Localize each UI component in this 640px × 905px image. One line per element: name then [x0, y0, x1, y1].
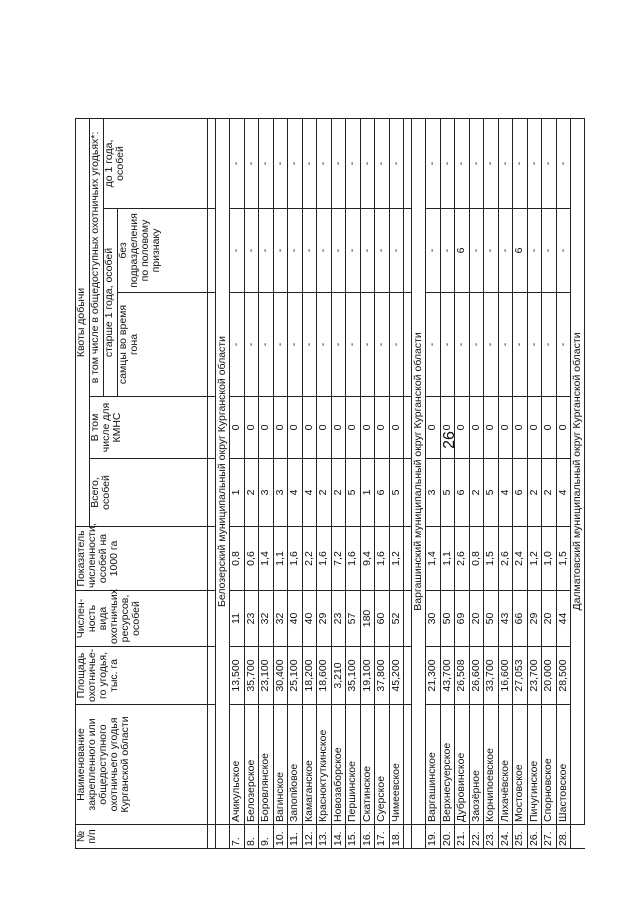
area-value: 27,053 — [513, 647, 528, 705]
density-value: 7,2 — [331, 527, 346, 591]
no-sex-value: - — [542, 209, 557, 293]
under1-value: - — [440, 118, 455, 208]
kmns-value: 0 — [317, 397, 332, 459]
section-rows — [230, 118, 404, 848]
area-value: 23,700 — [527, 647, 542, 705]
table-row — [259, 118, 274, 848]
density-value: 1,2 — [389, 527, 404, 591]
table-row — [317, 118, 332, 848]
under1-value: - — [556, 118, 571, 208]
males-rut-value: - — [244, 293, 259, 397]
density-value: 1,0 — [542, 527, 557, 591]
density-value: 1,5 — [484, 527, 499, 591]
table-row — [244, 118, 259, 848]
region-title: Варгашинский муниципальный округ Курганской области — [412, 118, 426, 824]
count-value: 29 — [317, 591, 332, 647]
kmns-value: 0 — [542, 397, 557, 459]
territory-name: Ачикульское — [230, 705, 245, 825]
rotated-table-area — [75, 119, 583, 849]
no-sex-value: - — [498, 209, 513, 293]
quota-total-value: 2 — [469, 459, 484, 527]
territory-name: Чимеевское — [389, 705, 404, 825]
no-sex-value: - — [389, 209, 404, 293]
territory-name: Белозерское — [244, 705, 259, 825]
count-value: 57 — [346, 591, 361, 647]
under1-value: - — [302, 118, 317, 208]
density-value: 1,4 — [426, 527, 441, 591]
area-value: 26,600 — [469, 647, 484, 705]
density-value: 0,6 — [244, 527, 259, 591]
count-value: 11 — [230, 591, 245, 647]
density-value: 1,4 — [259, 527, 274, 591]
kmns-value: 0 — [556, 397, 571, 459]
under1-value: - — [259, 118, 274, 208]
table-row — [230, 118, 245, 848]
quota-total-value: 6 — [455, 459, 470, 527]
males-rut-value: - — [317, 293, 332, 397]
no-sex-value: - — [273, 209, 288, 293]
count-value: 50 — [440, 591, 455, 647]
no-sex-value: - — [331, 209, 346, 293]
quota-total-value: 4 — [556, 459, 571, 527]
row-number: 12. — [302, 825, 317, 849]
quota-total-value: 5 — [346, 459, 361, 527]
under1-value: - — [360, 118, 375, 208]
under1-value: - — [455, 118, 470, 208]
table-row — [469, 118, 484, 848]
count-value: 20 — [542, 591, 557, 647]
table-row — [288, 118, 303, 848]
under1-value: - — [498, 118, 513, 208]
table-row — [513, 118, 528, 848]
no-sex-value: 6 — [455, 209, 470, 293]
no-sex-value: - — [346, 209, 361, 293]
quota-total-value: 2 — [317, 459, 332, 527]
no-sex-value: - — [288, 209, 303, 293]
territory-name: Вагинское — [273, 705, 288, 825]
no-sex-value: - — [469, 209, 484, 293]
table-row — [484, 118, 499, 848]
count-value: 23 — [244, 591, 259, 647]
under1-value: - — [389, 118, 404, 208]
area-value: 37,800 — [375, 647, 390, 705]
area-value: 30,400 — [273, 647, 288, 705]
area-value: 25,100 — [288, 647, 303, 705]
territory-name: Спорновское — [542, 705, 557, 825]
density-value: 1,6 — [375, 527, 390, 591]
row-number: 22. — [469, 825, 484, 849]
area-value: 35,700 — [244, 647, 259, 705]
quota-total-value: 3 — [273, 459, 288, 527]
no-sex-value: 6 — [513, 209, 528, 293]
territory-name: Мостовское — [513, 705, 528, 825]
quota-total-value: 1 — [360, 459, 375, 527]
under1-value: - — [331, 118, 346, 208]
kmns-value: 0 — [455, 397, 470, 459]
territory-name: Пичугинское — [527, 705, 542, 825]
under1-value: - — [527, 118, 542, 208]
row-number: 7. — [230, 825, 245, 849]
row-number: 10. — [273, 825, 288, 849]
table-row — [346, 118, 361, 848]
count-value: 32 — [259, 591, 274, 647]
area-value: 18,200 — [302, 647, 317, 705]
males-rut-value: - — [288, 293, 303, 397]
row-number: 23. — [484, 825, 499, 849]
table-row — [527, 118, 542, 848]
territory-name: Новозаборское — [331, 705, 346, 825]
kmns-value: 0 — [302, 397, 317, 459]
territory-name: Варгашинское — [426, 705, 441, 825]
under1-value: - — [542, 118, 557, 208]
count-value: 40 — [288, 591, 303, 647]
territory-name: Лихачёвское — [498, 705, 513, 825]
territory-name: Боровлянское — [259, 705, 274, 825]
kmns-value: 0 — [259, 397, 274, 459]
under1-value: - — [346, 118, 361, 208]
header-density: Показатель численности, особей на 1000 га — [76, 527, 208, 591]
table-row — [375, 118, 390, 848]
under1-value: - — [317, 118, 332, 208]
males-rut-value: - — [440, 293, 455, 397]
density-value: 1,5 — [556, 527, 571, 591]
territory-name: Дубровинское — [455, 705, 470, 825]
count-value: 43 — [498, 591, 513, 647]
count-value: 40 — [302, 591, 317, 647]
males-rut-value: - — [527, 293, 542, 397]
kmns-value: 0 — [230, 397, 245, 459]
under1-value: - — [426, 118, 441, 208]
row-number: 16. — [360, 825, 375, 849]
table-row — [360, 118, 375, 848]
under1-value: - — [469, 118, 484, 208]
table-row — [455, 118, 470, 848]
count-value: 32 — [273, 591, 288, 647]
region-title: Далматовский муниципальный округ Курганской области — [571, 118, 585, 824]
count-value: 44 — [556, 591, 571, 647]
row-number: 15. — [346, 825, 361, 849]
no-sex-value: - — [484, 209, 499, 293]
count-value: 30 — [426, 591, 441, 647]
territory-name: Запопйовое — [288, 705, 303, 825]
males-rut-value: - — [331, 293, 346, 397]
count-value: 52 — [389, 591, 404, 647]
males-rut-value: - — [513, 293, 528, 397]
count-value: 20 — [469, 591, 484, 647]
row-number: 19. — [426, 825, 441, 849]
under1-value: - — [288, 118, 303, 208]
row-number: 18. — [389, 825, 404, 849]
row-number: 20. — [440, 825, 455, 849]
table-row — [302, 118, 317, 848]
header-under1: до 1 года, особей — [104, 118, 208, 208]
quota-total-value: 5 — [440, 459, 455, 527]
header-no-sex: без подразделения по половому признаку — [118, 209, 208, 293]
area-value: 28,500 — [556, 647, 571, 705]
table-row — [389, 118, 404, 848]
quota-total-value: 2 — [542, 459, 557, 527]
kmns-value: 0 — [375, 397, 390, 459]
males-rut-value: - — [455, 293, 470, 397]
row-number: 17. — [375, 825, 390, 849]
males-rut-value: - — [273, 293, 288, 397]
header-name: Наименование закрепленного или общедоступного охотничьего угодья Курганской области — [76, 705, 208, 825]
no-sex-value: - — [230, 209, 245, 293]
kmns-value: 0 — [331, 397, 346, 459]
density-value: 2,6 — [498, 527, 513, 591]
header-area: Площадь охотничье-го угодья, тыс. га — [76, 647, 208, 705]
header-quotas: Квоты добычи — [76, 118, 90, 526]
kmns-value: 0 — [426, 397, 441, 459]
kmns-value: 0 — [498, 397, 513, 459]
territory-name: Скатинское — [360, 705, 375, 825]
row-number: 26. — [527, 825, 542, 849]
territory-name: Першинское — [346, 705, 361, 825]
kmns-value: 0 — [527, 397, 542, 459]
no-sex-value: - — [317, 209, 332, 293]
row-number: 14. — [331, 825, 346, 849]
page-number: 26 — [441, 431, 458, 449]
row-number: 8. — [244, 825, 259, 849]
header-older: старше 1 года, особей — [104, 209, 118, 397]
quota-total-value: 6 — [375, 459, 390, 527]
table-row — [542, 118, 557, 848]
quota-total-value: 3 — [259, 459, 274, 527]
count-value: 50 — [484, 591, 499, 647]
count-value: 66 — [513, 591, 528, 647]
no-sex-value: - — [360, 209, 375, 293]
kmns-value: 0 — [346, 397, 361, 459]
row-number: 13. — [317, 825, 332, 849]
density-value: 1,6 — [317, 527, 332, 591]
males-rut-value: - — [259, 293, 274, 397]
area-value: 13,500 — [230, 647, 245, 705]
header-count: Числен-ность вида охотничьих ресурсов, особей — [76, 591, 208, 647]
header-quota-total: Всего, особей — [90, 459, 208, 527]
territory-name: Суерское — [375, 705, 390, 825]
table-row — [498, 118, 513, 848]
quota-total-value: 2 — [527, 459, 542, 527]
kmns-value: 0 — [440, 397, 455, 459]
area-value: 21,300 — [426, 647, 441, 705]
count-value: 29 — [527, 591, 542, 647]
no-sex-value: - — [302, 209, 317, 293]
no-sex-value: - — [556, 209, 571, 293]
males-rut-value: - — [556, 293, 571, 397]
quota-total-value: 4 — [288, 459, 303, 527]
territory-name: Шастовское — [556, 705, 571, 825]
density-value: 1,2 — [527, 527, 542, 591]
kmns-value: 0 — [273, 397, 288, 459]
no-sex-value: - — [375, 209, 390, 293]
under1-value: - — [230, 118, 245, 208]
no-sex-value: - — [440, 209, 455, 293]
males-rut-value: - — [389, 293, 404, 397]
density-value: 2,4 — [513, 527, 528, 591]
quota-total-value: 4 — [498, 459, 513, 527]
row-number: 24. — [498, 825, 513, 849]
kmns-value: 0 — [389, 397, 404, 459]
under1-value: - — [273, 118, 288, 208]
section-rows — [426, 118, 571, 848]
density-value: 1,1 — [440, 527, 455, 591]
header-public: в том числе в общедоступных охотничьих угодьях*: — [90, 118, 104, 396]
row-number: 25. — [513, 825, 528, 849]
table-row — [440, 118, 455, 848]
hunting-quota-table — [75, 118, 585, 849]
quota-total-value: 5 — [484, 459, 499, 527]
row-number: 9. — [259, 825, 274, 849]
kmns-value: 0 — [244, 397, 259, 459]
density-value: 2,6 — [455, 527, 470, 591]
males-rut-value: - — [484, 293, 499, 397]
area-value: 16,600 — [498, 647, 513, 705]
under1-value: - — [244, 118, 259, 208]
males-rut-value: - — [302, 293, 317, 397]
row-number: 28. — [556, 825, 571, 849]
area-value: 33,700 — [484, 647, 499, 705]
quota-total-value: 4 — [302, 459, 317, 527]
males-rut-value: - — [230, 293, 245, 397]
area-value: 35,100 — [346, 647, 361, 705]
quota-total-value: 3 — [426, 459, 441, 527]
territory-name: Заозёрное — [469, 705, 484, 825]
males-rut-value: - — [498, 293, 513, 397]
territory-name: Камаганское — [302, 705, 317, 825]
row-number: 21. — [455, 825, 470, 849]
row-number: 11. — [288, 825, 303, 849]
no-sex-value: - — [244, 209, 259, 293]
area-value: 23,100 — [259, 647, 274, 705]
area-value: 20,000 — [542, 647, 557, 705]
count-value: 60 — [375, 591, 390, 647]
region-title: Белозерский муниципальный округ Курганской области — [216, 118, 230, 824]
males-rut-value: - — [426, 293, 441, 397]
density-value: 0,8 — [469, 527, 484, 591]
territory-name: Верхнесуерское — [440, 705, 455, 825]
area-value: 45,200 — [389, 647, 404, 705]
density-value: 1,6 — [288, 527, 303, 591]
kmns-value: 0 — [513, 397, 528, 459]
quota-total-value: 2 — [244, 459, 259, 527]
area-value: 3,210 — [331, 647, 346, 705]
density-value: 1,1 — [273, 527, 288, 591]
males-rut-value: - — [375, 293, 390, 397]
area-value: 43,700 — [440, 647, 455, 705]
kmns-value: 0 — [469, 397, 484, 459]
table-row — [331, 118, 346, 848]
kmns-value: 0 — [360, 397, 375, 459]
density-value: 9,4 — [360, 527, 375, 591]
count-value: 69 — [455, 591, 470, 647]
header-kmns: В том числе для КМНС — [90, 397, 208, 459]
no-sex-value: - — [527, 209, 542, 293]
under1-value: - — [513, 118, 528, 208]
kmns-value: 0 — [288, 397, 303, 459]
header-num: № п/п — [76, 825, 208, 849]
table-row — [273, 118, 288, 848]
row-number: 27. — [542, 825, 557, 849]
under1-value: - — [484, 118, 499, 208]
territory-name: Корнипоевское — [484, 705, 499, 825]
area-value: 26,508 — [455, 647, 470, 705]
males-rut-value: - — [346, 293, 361, 397]
area-value: 18,600 — [317, 647, 332, 705]
quota-total-value: 1 — [230, 459, 245, 527]
table-row — [426, 118, 441, 848]
density-value: 1,6 — [346, 527, 361, 591]
table-row — [556, 118, 571, 848]
area-value: 19,100 — [360, 647, 375, 705]
count-value: 23 — [331, 591, 346, 647]
quota-total-value: 2 — [331, 459, 346, 527]
no-sex-value: - — [259, 209, 274, 293]
males-rut-value: - — [360, 293, 375, 397]
quota-total-value: 6 — [513, 459, 528, 527]
males-rut-value: - — [469, 293, 484, 397]
header-males-rut: самцы во время гона — [118, 293, 208, 397]
density-value: 2,2 — [302, 527, 317, 591]
kmns-value: 0 — [484, 397, 499, 459]
density-value: 0,8 — [230, 527, 245, 591]
quota-total-value: 5 — [389, 459, 404, 527]
count-value: 180 — [360, 591, 375, 647]
males-rut-value: - — [542, 293, 557, 397]
under1-value: - — [375, 118, 390, 208]
territory-name: Красноктуткинское — [317, 705, 332, 825]
no-sex-value: - — [426, 209, 441, 293]
